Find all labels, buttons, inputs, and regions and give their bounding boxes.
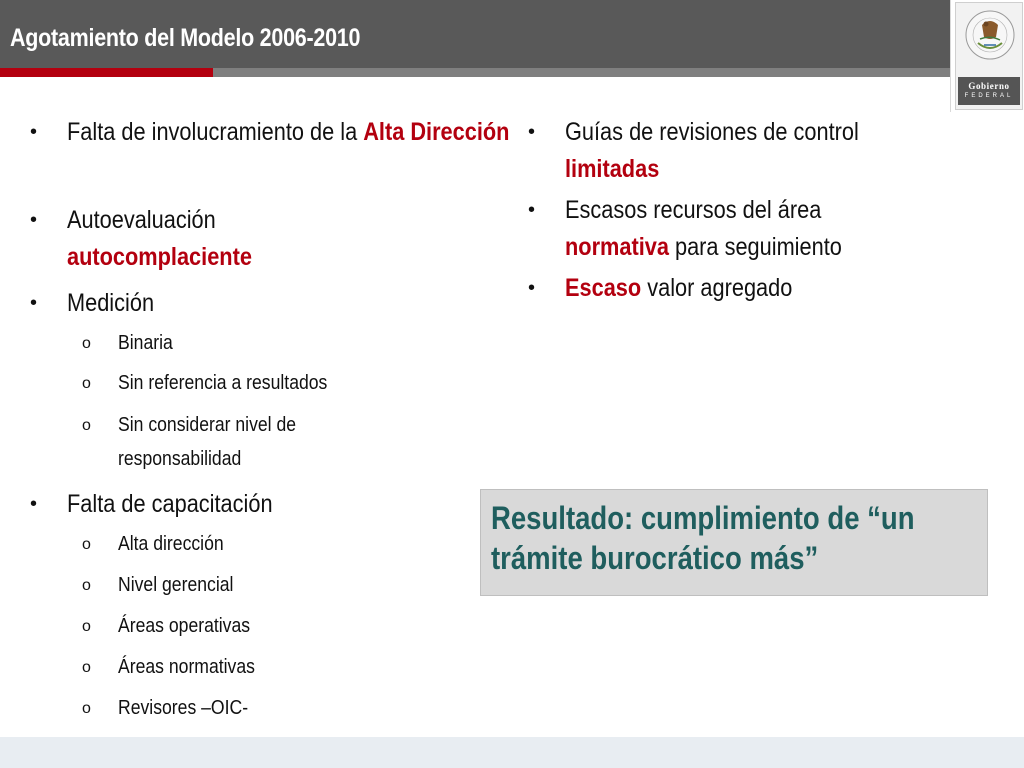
sub-item-text: Nivel gerencial [118, 574, 234, 596]
slide-title: Agotamiento del Modelo 2006-2010 [10, 24, 361, 52]
circle-bullet-icon: o [82, 417, 91, 434]
left-column [30, 114, 510, 725]
sub-item-text: Binaria [118, 332, 173, 354]
sub-list-item [30, 650, 510, 684]
result-callout [480, 489, 988, 596]
right-column [528, 114, 968, 307]
sub-list-item [30, 527, 510, 561]
item-text: Escasos recursos del área [565, 196, 822, 224]
title-bar [0, 0, 950, 68]
item-highlight: Escaso [565, 274, 642, 302]
list-item [30, 114, 510, 192]
item-highlight: Alta Dirección [363, 118, 510, 146]
bullet-icon: • [30, 292, 38, 314]
circle-bullet-icon: o [82, 335, 91, 352]
gobierno-band [958, 77, 1020, 105]
circle-bullet-icon: o [82, 577, 91, 594]
sub-list-item [30, 609, 510, 643]
item-text: Falta de involucramiento de la [67, 118, 364, 146]
logo-subtitle: FEDERAL [964, 93, 1014, 99]
sub-list-item [30, 366, 510, 400]
sub-item-text: Sin referencia a resultados [118, 372, 328, 394]
list-item [30, 285, 510, 322]
list-item [528, 192, 968, 266]
sub-item-text: Áreas normativas [118, 656, 255, 678]
item-text: Autoevaluación [67, 206, 216, 234]
item-text: Falta de capacitación [67, 490, 273, 518]
mexican-seal-icon [964, 7, 1016, 67]
bullet-icon: • [528, 199, 536, 221]
bullet-icon: • [30, 121, 38, 143]
sub-list-item [30, 408, 490, 476]
circle-bullet-icon: o [82, 659, 91, 676]
bullet-icon: • [30, 493, 38, 515]
bullet-icon: • [528, 277, 536, 299]
logo-panel [955, 2, 1023, 110]
sub-item-text: Sin considerar nivel de responsabilidad [118, 414, 297, 470]
sub-list-item [30, 568, 510, 602]
circle-bullet-icon: o [82, 700, 91, 717]
item-text-tail: valor agregado [641, 274, 793, 302]
item-text-tail: para seguimiento [668, 233, 842, 261]
sub-item-text: Áreas operativas [118, 615, 251, 637]
gobierno-federal-logo [950, 0, 1024, 112]
circle-bullet-icon: o [82, 618, 91, 635]
item-highlight: autocomplaciente [67, 243, 252, 271]
circle-bullet-icon: o [82, 375, 91, 392]
item-highlight: normativa [565, 233, 669, 261]
sub-list-item [30, 691, 510, 725]
list-item [528, 270, 968, 307]
sub-list-item [30, 326, 510, 360]
bullet-icon: • [528, 121, 536, 143]
item-text: Guías de revisiones de control [565, 118, 859, 146]
bullet-icon: • [30, 209, 38, 231]
list-item [528, 114, 968, 188]
list-item [30, 202, 510, 280]
circle-bullet-icon: o [82, 536, 91, 553]
title-underline-accent [0, 68, 213, 77]
sub-item-text: Alta dirección [118, 533, 224, 555]
item-highlight: limitadas [565, 155, 660, 183]
footer-band [0, 737, 1024, 768]
item-text: Medición [67, 289, 155, 317]
logo-title: Gobierno [968, 81, 1010, 91]
result-text: Resultado: cumplimiento de “un trámite burocrático más” [491, 500, 915, 576]
sub-item-text: Revisores –OIC- [118, 697, 249, 719]
list-item [30, 486, 510, 523]
